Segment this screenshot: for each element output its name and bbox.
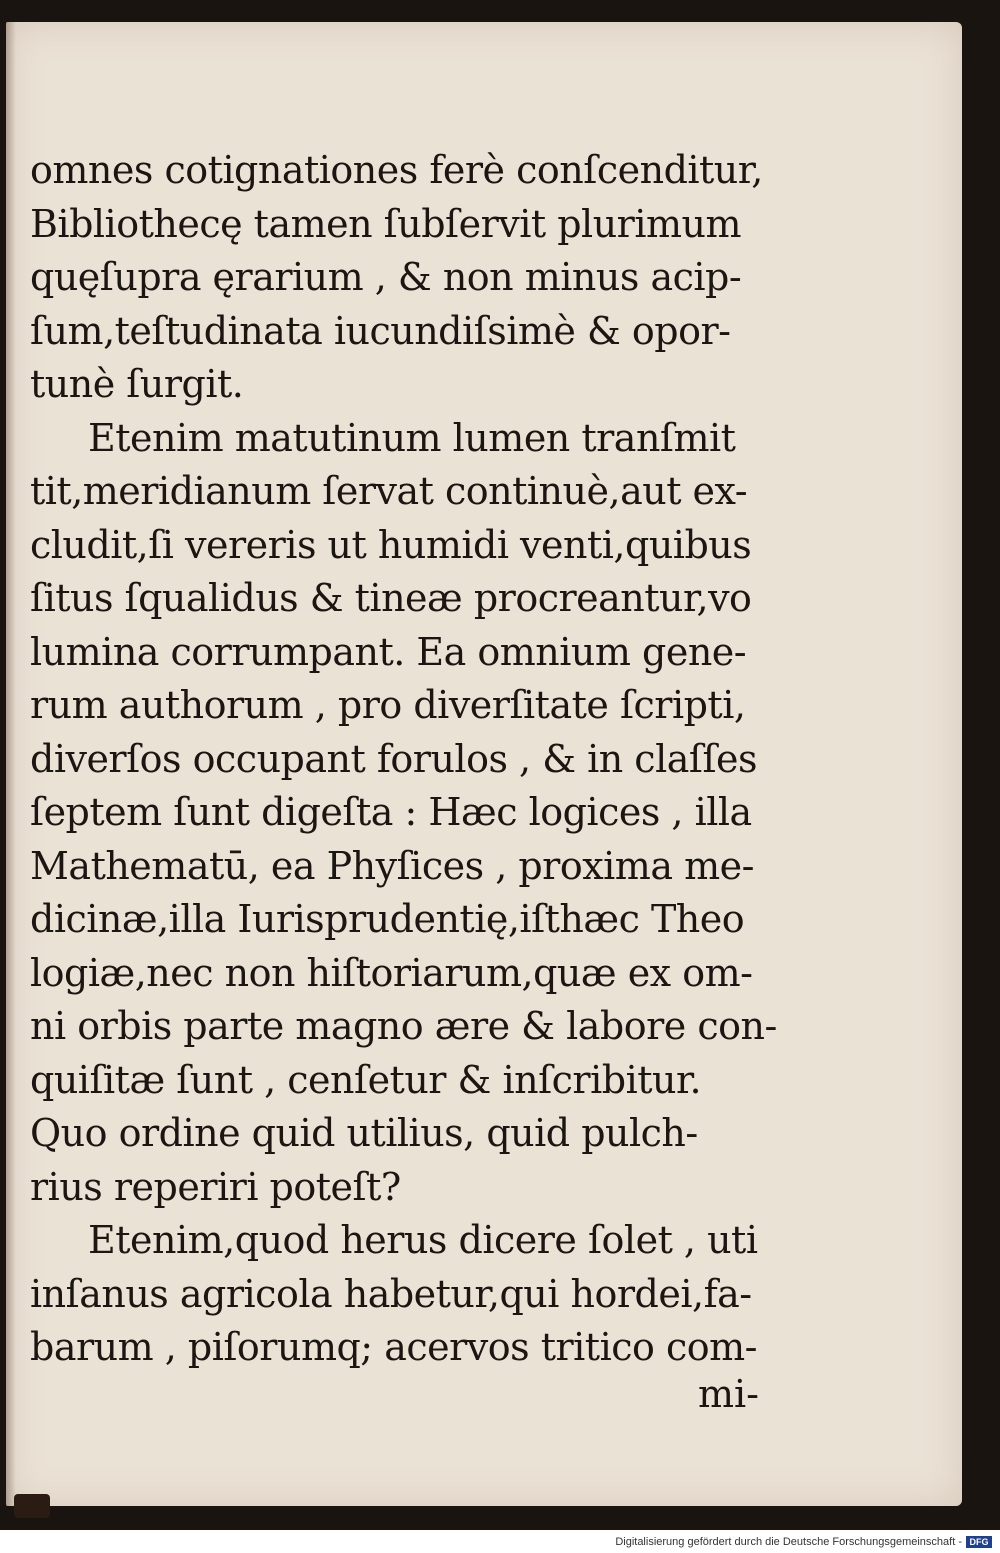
text-line: Etenim matutinum lumen tranſmit bbox=[88, 415, 736, 460]
text-line: logiæ,nec non hiſtoriarum,quæ ex om- bbox=[30, 950, 753, 995]
text-line: omnes cotignationes ferè conſcenditur, bbox=[30, 148, 763, 192]
text-line: Etenim,quod herus dicere ſolet , uti bbox=[88, 1218, 758, 1262]
text-line: rum authorum , pro diverſitate ſcripti, bbox=[30, 683, 746, 727]
text-line: quiſitæ ſunt , cenſetur & inſcribitur. bbox=[30, 1057, 702, 1102]
text-line: cludit,ſi vereris ut humidi venti,quibus bbox=[30, 522, 752, 567]
text-line: ni orbis parte magno ære & labore con- bbox=[30, 1004, 777, 1048]
text-line: tit,meridianum ſervat continuè,aut ex- bbox=[30, 469, 748, 513]
text-line: ſum,teſtudinata iucundiſsimè & opor- bbox=[30, 308, 731, 353]
text-line: quęſupra ęrarium , & non minus acip- bbox=[30, 255, 742, 299]
text-line: ſitus ſqualidus & tineæ procreantur,vo bbox=[30, 576, 752, 620]
text-line: Bibliothecę tamen ſubſervit plurimum bbox=[30, 201, 742, 246]
text-line: diverſos occupant forulos , & in claſſes bbox=[30, 736, 758, 781]
book-page bbox=[6, 22, 962, 1506]
text-line: Mathematū, ea Phyſices , proxima me- bbox=[30, 843, 754, 888]
page-spine-shadow bbox=[6, 22, 16, 1506]
text-line: dicinæ,illa Iurisprudentię,iſthæc Theo bbox=[30, 897, 745, 941]
dfg-logo-icon[interactable]: DFG bbox=[966, 1536, 992, 1548]
page-text bbox=[30, 144, 830, 1375]
text-line: rius reperiri poteſt? bbox=[30, 1164, 401, 1209]
text-line: barum , piſorumq; acervos tritico com- bbox=[30, 1325, 757, 1369]
funding-credit: Digitalisierung gefördert durch die Deutsche Forschungsgemeinschaft - bbox=[615, 1535, 962, 1548]
text-line: ſeptem ſunt digeſta : Hæc logices , illa bbox=[30, 790, 752, 834]
digitization-footer bbox=[0, 1530, 1000, 1553]
text-line: lumina corrumpant. Ea omnium gene- bbox=[30, 629, 747, 674]
text-line: Quo ordine quid utilius, quid pulch- bbox=[30, 1111, 698, 1155]
binding-edge-mark bbox=[14, 1494, 50, 1518]
text-line: tunè ſurgit. bbox=[30, 362, 244, 406]
text-line: inſanus agricola habetur,qui hordei,fa- bbox=[30, 1271, 752, 1316]
catchword: mi- bbox=[698, 1372, 760, 1416]
